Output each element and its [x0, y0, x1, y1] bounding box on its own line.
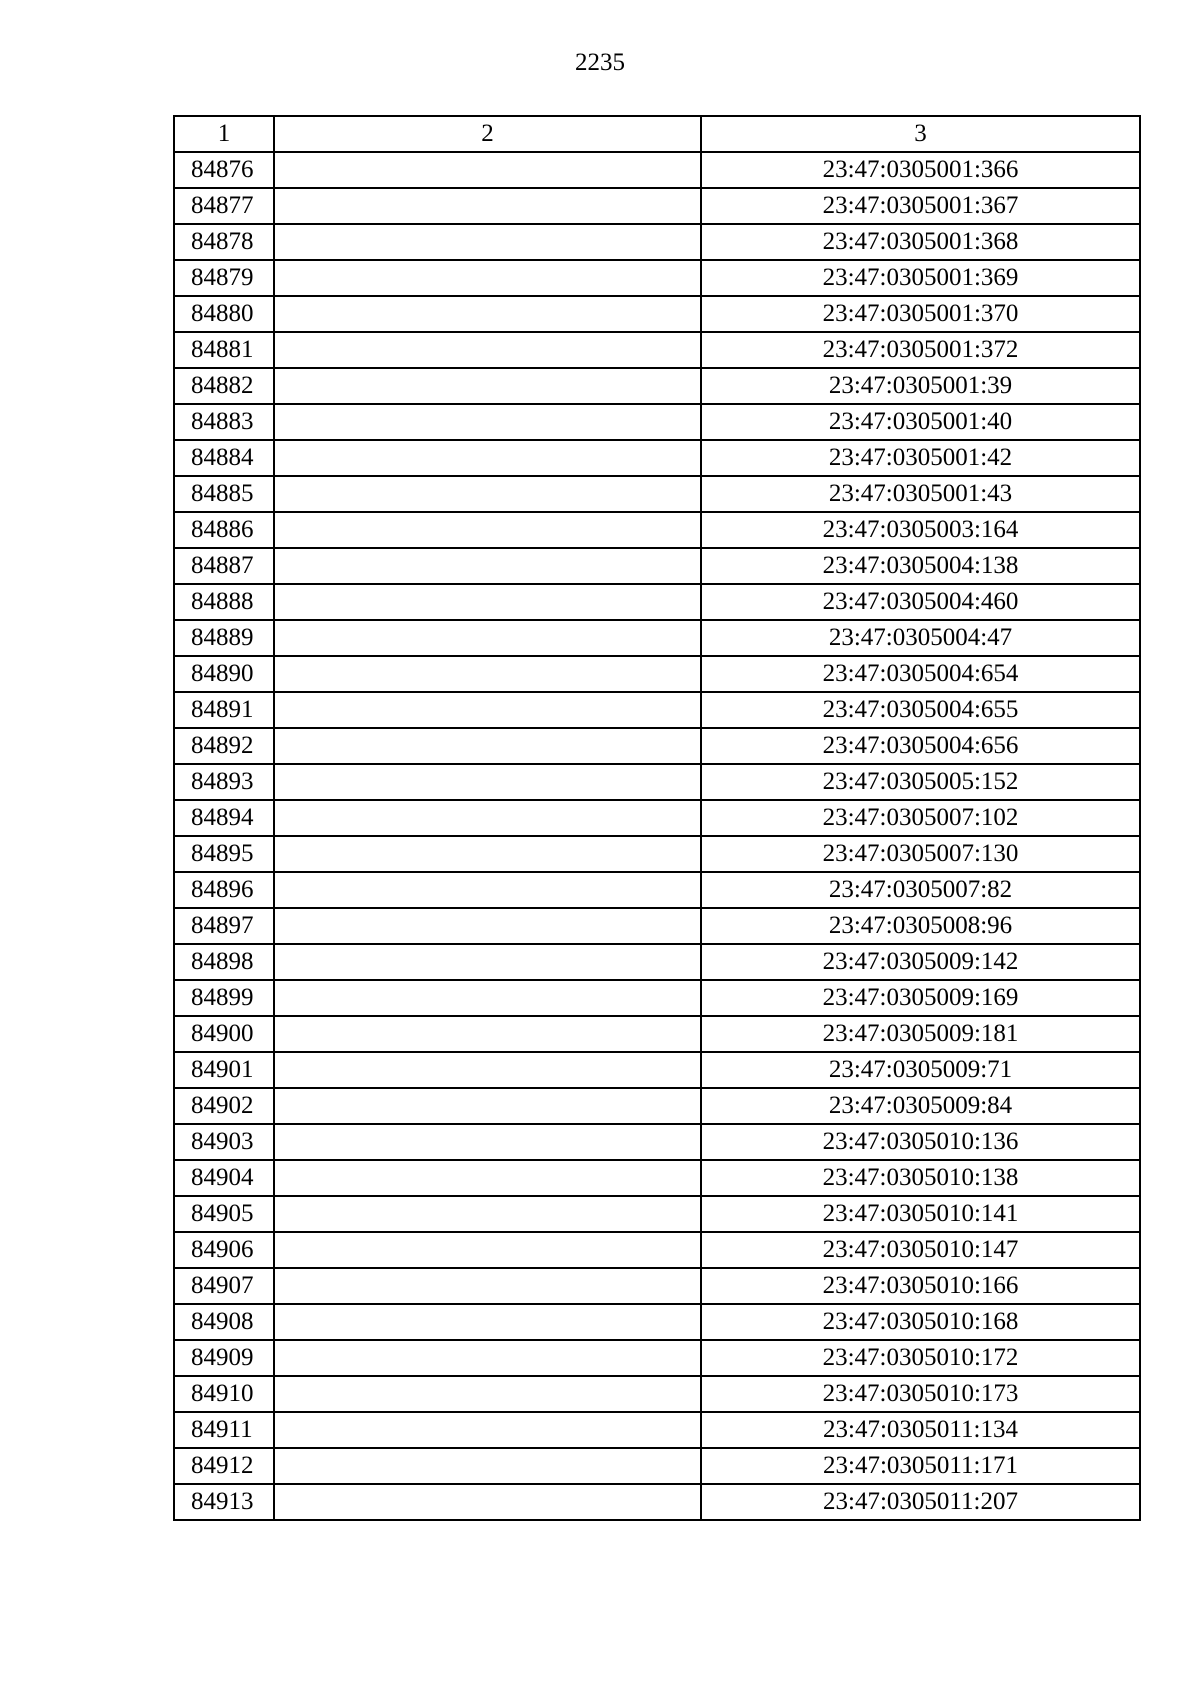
- table-row: [174, 1448, 1140, 1484]
- row-name-cell: [274, 836, 701, 872]
- cadastral-number-cell: 23:47:0305010:141: [701, 1196, 1140, 1232]
- cadastral-number-cell: 23:47:0305010:147: [701, 1232, 1140, 1268]
- table-row: [174, 1124, 1140, 1160]
- table-row: [174, 368, 1140, 404]
- row-name-cell: [274, 1268, 701, 1304]
- row-number-cell: 84880: [174, 296, 274, 332]
- row-number-cell: 84898: [174, 944, 274, 980]
- row-name-cell: [274, 1016, 701, 1052]
- row-name-cell: [274, 656, 701, 692]
- row-number-cell: 84899: [174, 980, 274, 1016]
- row-name-cell: [274, 980, 701, 1016]
- row-name-cell: [274, 152, 701, 188]
- row-name-cell: [274, 1052, 701, 1088]
- row-name-cell: [274, 728, 701, 764]
- cadastral-number-cell: 23:47:0305004:47: [701, 620, 1140, 656]
- table-row: [174, 1484, 1140, 1520]
- cadastral-number-cell: 23:47:0305001:39: [701, 368, 1140, 404]
- row-number-cell: 84903: [174, 1124, 274, 1160]
- cadastral-number-cell: 23:47:0305010:168: [701, 1304, 1140, 1340]
- cadastral-number-cell: 23:47:0305001:43: [701, 476, 1140, 512]
- row-number-cell: 84893: [174, 764, 274, 800]
- table-row: [174, 1088, 1140, 1124]
- cadastral-number-cell: 23:47:0305011:134: [701, 1412, 1140, 1448]
- row-number-cell: 84891: [174, 692, 274, 728]
- row-number-cell: 84877: [174, 188, 274, 224]
- row-name-cell: [274, 512, 701, 548]
- row-name-cell: [274, 1088, 701, 1124]
- table-body: [174, 152, 1140, 1520]
- row-number-cell: 84878: [174, 224, 274, 260]
- cadastral-number-cell: 23:47:0305011:171: [701, 1448, 1140, 1484]
- cadastral-number-cell: 23:47:0305004:654: [701, 656, 1140, 692]
- row-number-cell: 84883: [174, 404, 274, 440]
- cadastral-number-cell: 23:47:0305009:169: [701, 980, 1140, 1016]
- row-number-cell: 84882: [174, 368, 274, 404]
- table-row: [174, 692, 1140, 728]
- row-number-cell: 84911: [174, 1412, 274, 1448]
- row-name-cell: [274, 440, 701, 476]
- row-name-cell: [274, 1376, 701, 1412]
- row-number-cell: 84887: [174, 548, 274, 584]
- row-number-cell: 84892: [174, 728, 274, 764]
- table-row: [174, 1376, 1140, 1412]
- row-name-cell: [274, 260, 701, 296]
- row-number-cell: 84884: [174, 440, 274, 476]
- page-number: 2235: [575, 49, 625, 76]
- row-number-cell: 84908: [174, 1304, 274, 1340]
- cadastral-number-cell: 23:47:0305008:96: [701, 908, 1140, 944]
- table-row: [174, 872, 1140, 908]
- row-number-cell: 84902: [174, 1088, 274, 1124]
- table-row: [174, 728, 1140, 764]
- cadastral-number-cell: 23:47:0305001:366: [701, 152, 1140, 188]
- table-row: [174, 296, 1140, 332]
- cadastral-number-cell: 23:47:0305010:166: [701, 1268, 1140, 1304]
- row-name-cell: [274, 1124, 701, 1160]
- cadastral-number-cell: 23:47:0305001:367: [701, 188, 1140, 224]
- cadastral-number-cell: 23:47:0305004:138: [701, 548, 1140, 584]
- cadastral-number-cell: 23:47:0305001:40: [701, 404, 1140, 440]
- row-name-cell: [274, 764, 701, 800]
- register-table: [173, 115, 1141, 1521]
- row-number-cell: 84888: [174, 584, 274, 620]
- table-row: [174, 1412, 1140, 1448]
- row-number-cell: 84906: [174, 1232, 274, 1268]
- cadastral-number-cell: 23:47:0305007:82: [701, 872, 1140, 908]
- table-row: [174, 476, 1140, 512]
- row-number-cell: 84895: [174, 836, 274, 872]
- table-row: [174, 1268, 1140, 1304]
- cadastral-number-cell: 23:47:0305007:102: [701, 800, 1140, 836]
- table-row: [174, 908, 1140, 944]
- cadastral-number-cell: 23:47:0305001:370: [701, 296, 1140, 332]
- row-number-cell: 84896: [174, 872, 274, 908]
- row-name-cell: [274, 944, 701, 980]
- row-name-cell: [274, 1196, 701, 1232]
- table-row: [174, 1016, 1140, 1052]
- table-row: [174, 1340, 1140, 1376]
- row-number-cell: 84907: [174, 1268, 274, 1304]
- cadastral-number-cell: 23:47:0305004:460: [701, 584, 1140, 620]
- row-number-cell: 84909: [174, 1340, 274, 1376]
- row-name-cell: [274, 908, 701, 944]
- row-name-cell: [274, 548, 701, 584]
- row-number-cell: 84904: [174, 1160, 274, 1196]
- table-row: [174, 548, 1140, 584]
- cadastral-number-cell: 23:47:0305011:207: [701, 1484, 1140, 1520]
- table-row: [174, 1052, 1140, 1088]
- table-row: [174, 1160, 1140, 1196]
- row-number-cell: 84886: [174, 512, 274, 548]
- table-row: [174, 260, 1140, 296]
- row-number-cell: 84876: [174, 152, 274, 188]
- cadastral-number-cell: 23:47:0305009:142: [701, 944, 1140, 980]
- row-number-cell: 84913: [174, 1484, 274, 1520]
- cadastral-number-cell: 23:47:0305004:656: [701, 728, 1140, 764]
- row-name-cell: [274, 800, 701, 836]
- table-row: [174, 620, 1140, 656]
- column-header-1: 1: [174, 116, 274, 152]
- row-number-cell: 84889: [174, 620, 274, 656]
- cadastral-number-cell: 23:47:0305007:130: [701, 836, 1140, 872]
- row-name-cell: [274, 1448, 701, 1484]
- row-name-cell: [274, 476, 701, 512]
- table-row: [174, 1196, 1140, 1232]
- row-number-cell: 84879: [174, 260, 274, 296]
- table-row: [174, 656, 1140, 692]
- table-row: [174, 404, 1140, 440]
- table-row: [174, 512, 1140, 548]
- cadastral-number-cell: 23:47:0305005:152: [701, 764, 1140, 800]
- table-header: [174, 116, 1140, 152]
- table-row: [174, 1232, 1140, 1268]
- table-row: [174, 440, 1140, 476]
- table-row: [174, 152, 1140, 188]
- table-row: [174, 332, 1140, 368]
- row-name-cell: [274, 1412, 701, 1448]
- row-number-cell: 84900: [174, 1016, 274, 1052]
- row-name-cell: [274, 584, 701, 620]
- row-number-cell: 84897: [174, 908, 274, 944]
- table-row: [174, 584, 1140, 620]
- cadastral-number-cell: 23:47:0305001:372: [701, 332, 1140, 368]
- row-name-cell: [274, 332, 701, 368]
- cadastral-number-cell: 23:47:0305010:172: [701, 1340, 1140, 1376]
- table-row: [174, 980, 1140, 1016]
- cadastral-number-cell: 23:47:0305001:369: [701, 260, 1140, 296]
- row-name-cell: [274, 1304, 701, 1340]
- table-row: [174, 764, 1140, 800]
- row-number-cell: 84912: [174, 1448, 274, 1484]
- row-number-cell: 84910: [174, 1376, 274, 1412]
- row-number-cell: 84885: [174, 476, 274, 512]
- row-name-cell: [274, 404, 701, 440]
- cadastral-number-cell: 23:47:0305001:42: [701, 440, 1140, 476]
- column-header-2: 2: [274, 116, 701, 152]
- row-name-cell: [274, 1160, 701, 1196]
- cadastral-number-cell: 23:47:0305010:136: [701, 1124, 1140, 1160]
- row-number-cell: 84894: [174, 800, 274, 836]
- table-row: [174, 944, 1140, 980]
- cadastral-number-cell: 23:47:0305009:84: [701, 1088, 1140, 1124]
- row-name-cell: [274, 692, 701, 728]
- cadastral-number-cell: 23:47:0305001:368: [701, 224, 1140, 260]
- table-row: [174, 800, 1140, 836]
- row-number-cell: 84890: [174, 656, 274, 692]
- row-name-cell: [274, 872, 701, 908]
- row-number-cell: 84905: [174, 1196, 274, 1232]
- row-name-cell: [274, 224, 701, 260]
- table-row: [174, 1304, 1140, 1340]
- row-number-cell: 84881: [174, 332, 274, 368]
- cadastral-number-cell: 23:47:0305004:655: [701, 692, 1140, 728]
- table-row: [174, 188, 1140, 224]
- cadastral-number-cell: 23:47:0305010:173: [701, 1376, 1140, 1412]
- row-name-cell: [274, 1340, 701, 1376]
- table-row: [174, 224, 1140, 260]
- cadastral-number-cell: 23:47:0305003:164: [701, 512, 1140, 548]
- row-name-cell: [274, 296, 701, 332]
- row-name-cell: [274, 368, 701, 404]
- row-number-cell: 84901: [174, 1052, 274, 1088]
- cadastral-number-cell: 23:47:0305009:71: [701, 1052, 1140, 1088]
- table-row: [174, 836, 1140, 872]
- header-row: [174, 116, 1140, 152]
- row-name-cell: [274, 1232, 701, 1268]
- cadastral-number-cell: 23:47:0305010:138: [701, 1160, 1140, 1196]
- cadastral-number-cell: 23:47:0305009:181: [701, 1016, 1140, 1052]
- row-name-cell: [274, 1484, 701, 1520]
- row-name-cell: [274, 620, 701, 656]
- column-header-3: 3: [701, 116, 1140, 152]
- row-name-cell: [274, 188, 701, 224]
